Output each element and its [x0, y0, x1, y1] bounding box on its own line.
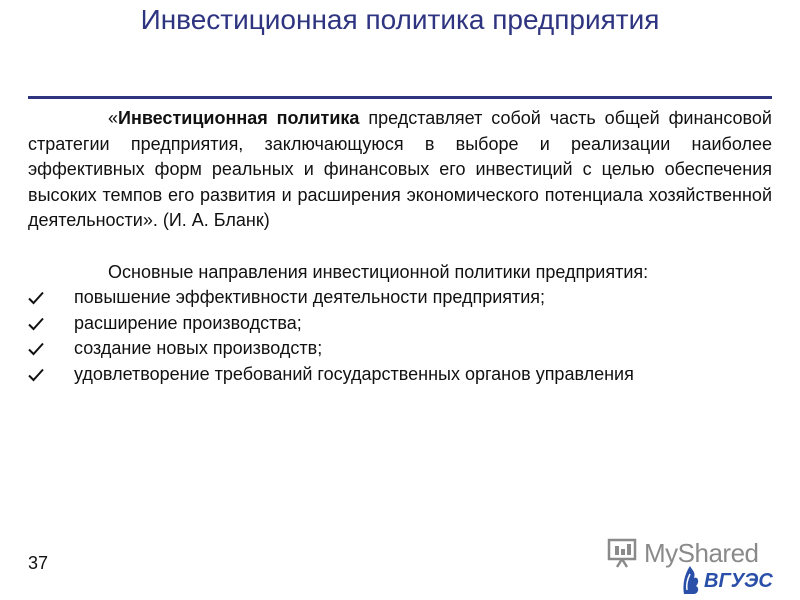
list-item-text: создание новых производств; [74, 338, 323, 358]
slide-body [28, 106, 772, 387]
open-quote: « [108, 108, 119, 128]
page-number: 37 [28, 553, 49, 573]
university-emblem-icon [683, 566, 698, 594]
title-divider [28, 96, 772, 99]
list-item-text: повышение эффективности деятельности предприятия; [74, 287, 546, 307]
checkmark-icon [28, 368, 44, 382]
slide-title: Инвестиционная политика предприятия [140, 4, 660, 35]
checkmark-icon [28, 342, 44, 356]
definition-text: представляет собой часть общей финансовой стратегии предприятия, заключающуюся в выборе и реализации наиболее эффективных форм реальных и финансовых его инвестиций с целью обеспечения высоких темпов его развития и расширения экономического потенциала хозяйственной деятельности». (И. А. Бланк) [28, 108, 772, 230]
directions-list [28, 285, 772, 387]
list-item-text: удовлетворение требований государственных органов управления [74, 363, 634, 384]
term-bold: Инвестиционная политика [118, 108, 360, 128]
logo-text: ВГУЭС [704, 570, 773, 592]
checkmark-icon [28, 291, 44, 305]
watermark-text: MyShared [644, 537, 759, 568]
list-item [28, 362, 772, 388]
list-item [28, 336, 772, 362]
list-item [28, 311, 772, 337]
presentation-board-icon [606, 537, 642, 569]
list-item [28, 285, 772, 311]
definition-paragraph [28, 106, 772, 234]
directions-intro: Основные направления инвестиционной политики предприятия: [108, 261, 649, 282]
university-logo [680, 560, 780, 596]
checkmark-icon [28, 317, 44, 331]
list-item-text: расширение производства; [74, 312, 302, 333]
